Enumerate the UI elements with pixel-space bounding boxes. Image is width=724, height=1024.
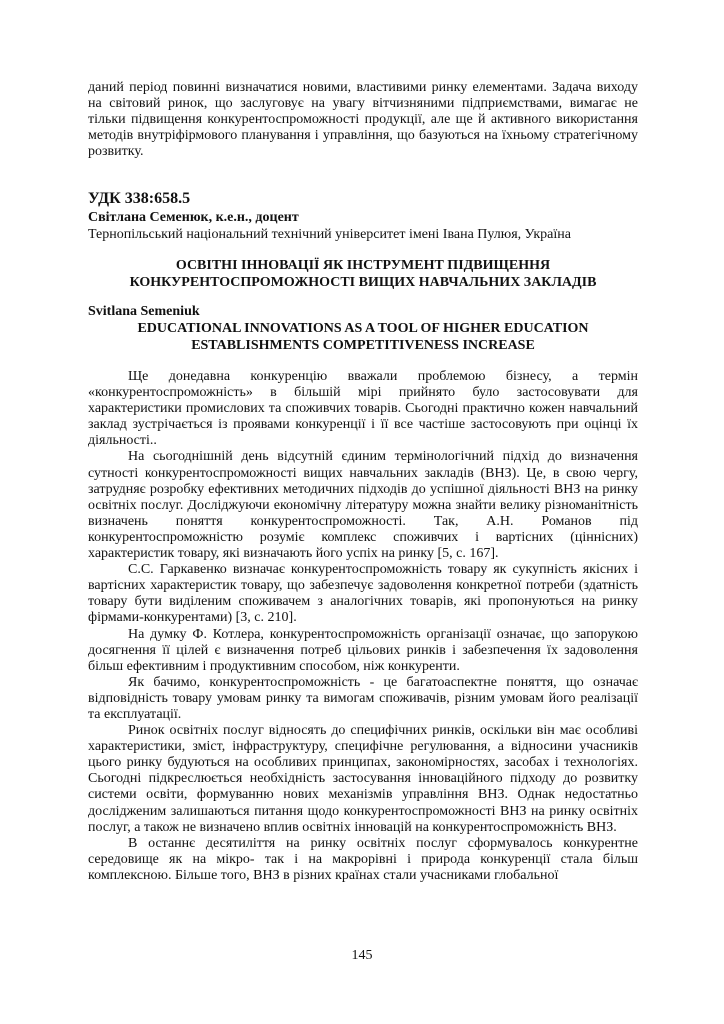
title-uk-line: ОСВІТНІ ІННОВАЦІЇ ЯК ІНСТРУМЕНТ ПІДВИЩЕННЯ — [175, 258, 551, 273]
title-uk-line: КОНКУРЕНТОСПРОМОЖНОСТІ ВИЩИХ НАВЧАЛЬНИХ ЗАКЛАДІВ — [129, 275, 597, 290]
body-paragraph: Ринок освітніх послуг відносять до специфічних ринків, оскільки він має особливі характеристики, зміст, інфраструктуру, специфічне регулювання, а відносини учасників цього ринку будуються на особливих принципах, закономірностях, засобах і технологіях. Сьогодні підкреслюється необхідність застосування інноваційного підходу до розвитку системи освіти, формуванню нових механізмів управління ВНЗ. Однак недостатньо дослідженим залишаються питання щодо конкурентоспроможності ВНЗ на ринку освітніх послуг, а також не визначено вплив освітніх інновацій на конкурентоспроможність ВНЗ. — [88, 723, 638, 835]
author-name-en: Svitlana Semeniuk — [88, 304, 200, 319]
author-affiliation: Тернопільський національний технічний університет імені Івана Пулюя, Україна — [88, 227, 571, 242]
body-paragraph: С.С. Гаркавенко визначає конкурентоспроможність товару як сукупність якісних і вартісних характеристик товару, що забезпечує задоволення конкретної потреби (здатність товару бути виділеним споживачем з аналогічних товарів, які пропонуються на ринку фірмами-конкурентами) [3, с. 210]. — [88, 562, 638, 626]
title-ukrainian — [88, 257, 638, 291]
title-en-line: EDUCATIONAL INNOVATIONS AS A TOOL OF HIGHER EDUCATION — [137, 321, 589, 336]
article-body — [88, 369, 638, 884]
intro-paragraph: даний період повинні визначатися новими, властивими ринку елементами. Задача виходу на світовий ринок, що заслуговує на увагу вітчизняними підприємствами, вимагає не тільки підвищення конкурентоспроможності продукції, але ще й активного використання методів внутріфірмового планування і управління, що базуються на їхньому стратегічному розвитку. — [88, 80, 638, 160]
body-paragraph: Ще донедавна конкуренцію вважали проблемою бізнесу, а термін «конкурентоспроможність» в більшій мірі прийнято було застосовувати для характеристики промислових та споживчих товарів. Сьогодні практично кожен навчальний заклад зустрічається із проявами конкуренції і її все частіше застосовують при оцінці їх діяльності.. — [88, 369, 638, 449]
udk-code: УДК 338:658.5 — [88, 190, 191, 207]
title-en-line: ESTABLISHMENTS COMPETITIVENESS INCREASE — [191, 338, 535, 353]
body-paragraph: На думку Ф. Котлера, конкурентоспроможність організації означає, що запорукою досягнення її цілей є визначення потреб цільових ринків і забезпечення їх задоволення більш ефективним і продуктивним способом, ніж конкуренти. — [88, 626, 638, 674]
body-paragraph: В останнє десятиліття на ринку освітніх послуг сформувалось конкурентне середовище як на мікро- так і на макрорівні і природа конкуренції стала більш комплексною. Більше того, ВНЗ в різних країнах стали учасниками глобальної — [88, 835, 638, 883]
author-name-uk: Світлана Семенюк, к.е.н., доцент — [88, 210, 299, 225]
title-english — [88, 320, 638, 354]
page-number: 145 — [351, 948, 373, 963]
body-paragraph: Як бачимо, конкурентоспроможність - це багатоаспектне поняття, що означає відповідність товару умовам ринку та вимогам споживачів, різним умовам його реалізації та експлуатації. — [88, 674, 638, 722]
body-paragraph: На сьогоднішній день відсутній єдиним термінологічний підхід до визначення сутності конкурентоспроможності вищих навчальних закладів (ВНЗ). Це, в свою чергу, затрудняє розробку ефективних методичних підходів до успішної діяльності ВНЗ на ринку освітніх послуг. Досліджуючи економічну літературу можна знайти велику різноманітність визначень поняття конкурентоспроможності. Так, А.Н. Романов під конкурентоспроможністю розуміє комплекс споживчих і вартісних (ціннісних) характеристик товару, які визначають його успіх на ринку [5, с. 167]. — [88, 449, 638, 562]
